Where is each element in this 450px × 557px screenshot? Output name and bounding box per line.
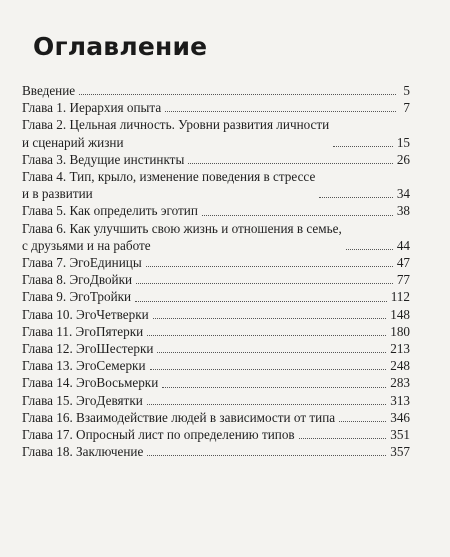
dot-leader [136, 283, 393, 284]
toc-entry-page-number: 180 [390, 323, 410, 339]
dot-leader [147, 404, 386, 405]
toc-entry-page-number: 283 [390, 375, 410, 391]
toc-entry-title: Глава 5. Как определить эготип [22, 203, 198, 219]
toc-entry-title: Глава 3. Ведущие инстинкты [22, 151, 185, 167]
toc-entry-title: Глава 12. ЭгоШестерки [22, 341, 154, 357]
toc-entry [22, 116, 410, 150]
toc-entry-title: Глава 9. ЭгоТройки [22, 289, 132, 305]
toc-entry-page-number: 351 [390, 427, 410, 443]
toc-entry-page-number: 148 [390, 306, 410, 322]
toc-entry-title: Глава 11. ЭгоПятерки [22, 323, 144, 339]
toc-entry-title: Глава 8. ЭгоДвойки [22, 272, 133, 288]
page-title: Оглавление [33, 32, 208, 61]
toc-entry [22, 409, 410, 426]
toc-entry [22, 202, 410, 219]
toc-entry-page-number: 47 [396, 255, 410, 271]
dot-leader [153, 318, 387, 319]
toc-entry-title: Глава 14. ЭгоВосьмерки [22, 375, 159, 391]
dot-leader [150, 369, 387, 370]
dot-leader [135, 301, 387, 302]
toc-entry [22, 357, 410, 374]
toc-entry-page-number: 346 [390, 409, 410, 425]
toc-entry-title: Глава 4. Тип, крыло, изменение поведения в стрессе и в развитии [22, 169, 316, 202]
toc-entry [22, 220, 410, 254]
toc-entry-title: Глава 2. Цельная личность. Уровни развития личности и сценарий жизни [22, 117, 330, 150]
dot-leader [202, 215, 393, 216]
dot-leader [346, 249, 393, 250]
toc-entry-title: Глава 17. Опросный лист по определению типов [22, 427, 295, 443]
toc-entry-page-number: 34 [396, 186, 410, 202]
dot-leader [147, 455, 386, 456]
toc-entry-page-number: 5 [403, 83, 410, 98]
dot-leader [339, 421, 386, 422]
toc-entry-title: Введение [22, 83, 76, 98]
dot-leader [333, 146, 393, 147]
toc-entry [22, 151, 410, 168]
toc-entry [22, 443, 410, 460]
dot-leader [188, 163, 393, 164]
toc-entry-title: Глава 16. Взаимодействие людей в зависимости от типа [22, 409, 336, 425]
toc-entry-title: Глава 18. Заключение [22, 444, 144, 460]
dot-leader [147, 335, 386, 336]
table-of-contents [22, 82, 410, 460]
toc-entry [22, 288, 410, 305]
toc-entry-title: Глава 15. ЭгоДевятки [22, 392, 143, 408]
toc-entry-page-number: 248 [390, 358, 410, 374]
dot-leader [79, 94, 396, 95]
toc-entry-page-number: 357 [390, 444, 410, 460]
toc-entry-page-number: 112 [390, 289, 410, 305]
toc-entry [22, 254, 410, 271]
toc-entry [22, 340, 410, 357]
dot-leader [319, 197, 393, 198]
toc-entry-page-number: 77 [396, 272, 410, 288]
toc-entry-page-number: 7 [403, 100, 410, 116]
toc-entry-page-number: 313 [390, 392, 410, 408]
dot-leader [157, 352, 386, 353]
toc-entry-title: Глава 13. ЭгоСемерки [22, 358, 146, 374]
toc-entry-page-number: 44 [396, 237, 410, 253]
dot-leader [146, 266, 393, 267]
toc-entry-page-number: 38 [396, 203, 410, 219]
dot-leader [299, 438, 387, 439]
toc-entry [22, 271, 410, 288]
toc-entry [22, 168, 410, 202]
toc-entry-page-number: 26 [396, 151, 410, 167]
toc-entry-page-number: 213 [390, 341, 410, 357]
toc-entry [22, 99, 410, 116]
toc-entry [22, 374, 410, 391]
toc-entry-title: Глава 7. ЭгоЕдиницы [22, 255, 142, 271]
toc-entry [22, 392, 410, 409]
toc-entry-title: Глава 10. ЭгоЧетверки [22, 306, 149, 322]
toc-entry [22, 82, 410, 99]
dot-leader [162, 387, 386, 388]
toc-entry-page-number: 15 [396, 134, 410, 150]
toc-entry-title: Глава 6. Как улучшить свою жизнь и отношения в семье, с друзьями и на работе [22, 220, 342, 253]
toc-entry-title: Глава 1. Иерархия опыта [22, 100, 162, 116]
toc-entry [22, 306, 410, 323]
dot-leader [165, 111, 396, 112]
toc-entry [22, 426, 410, 443]
toc-entry [22, 323, 410, 340]
